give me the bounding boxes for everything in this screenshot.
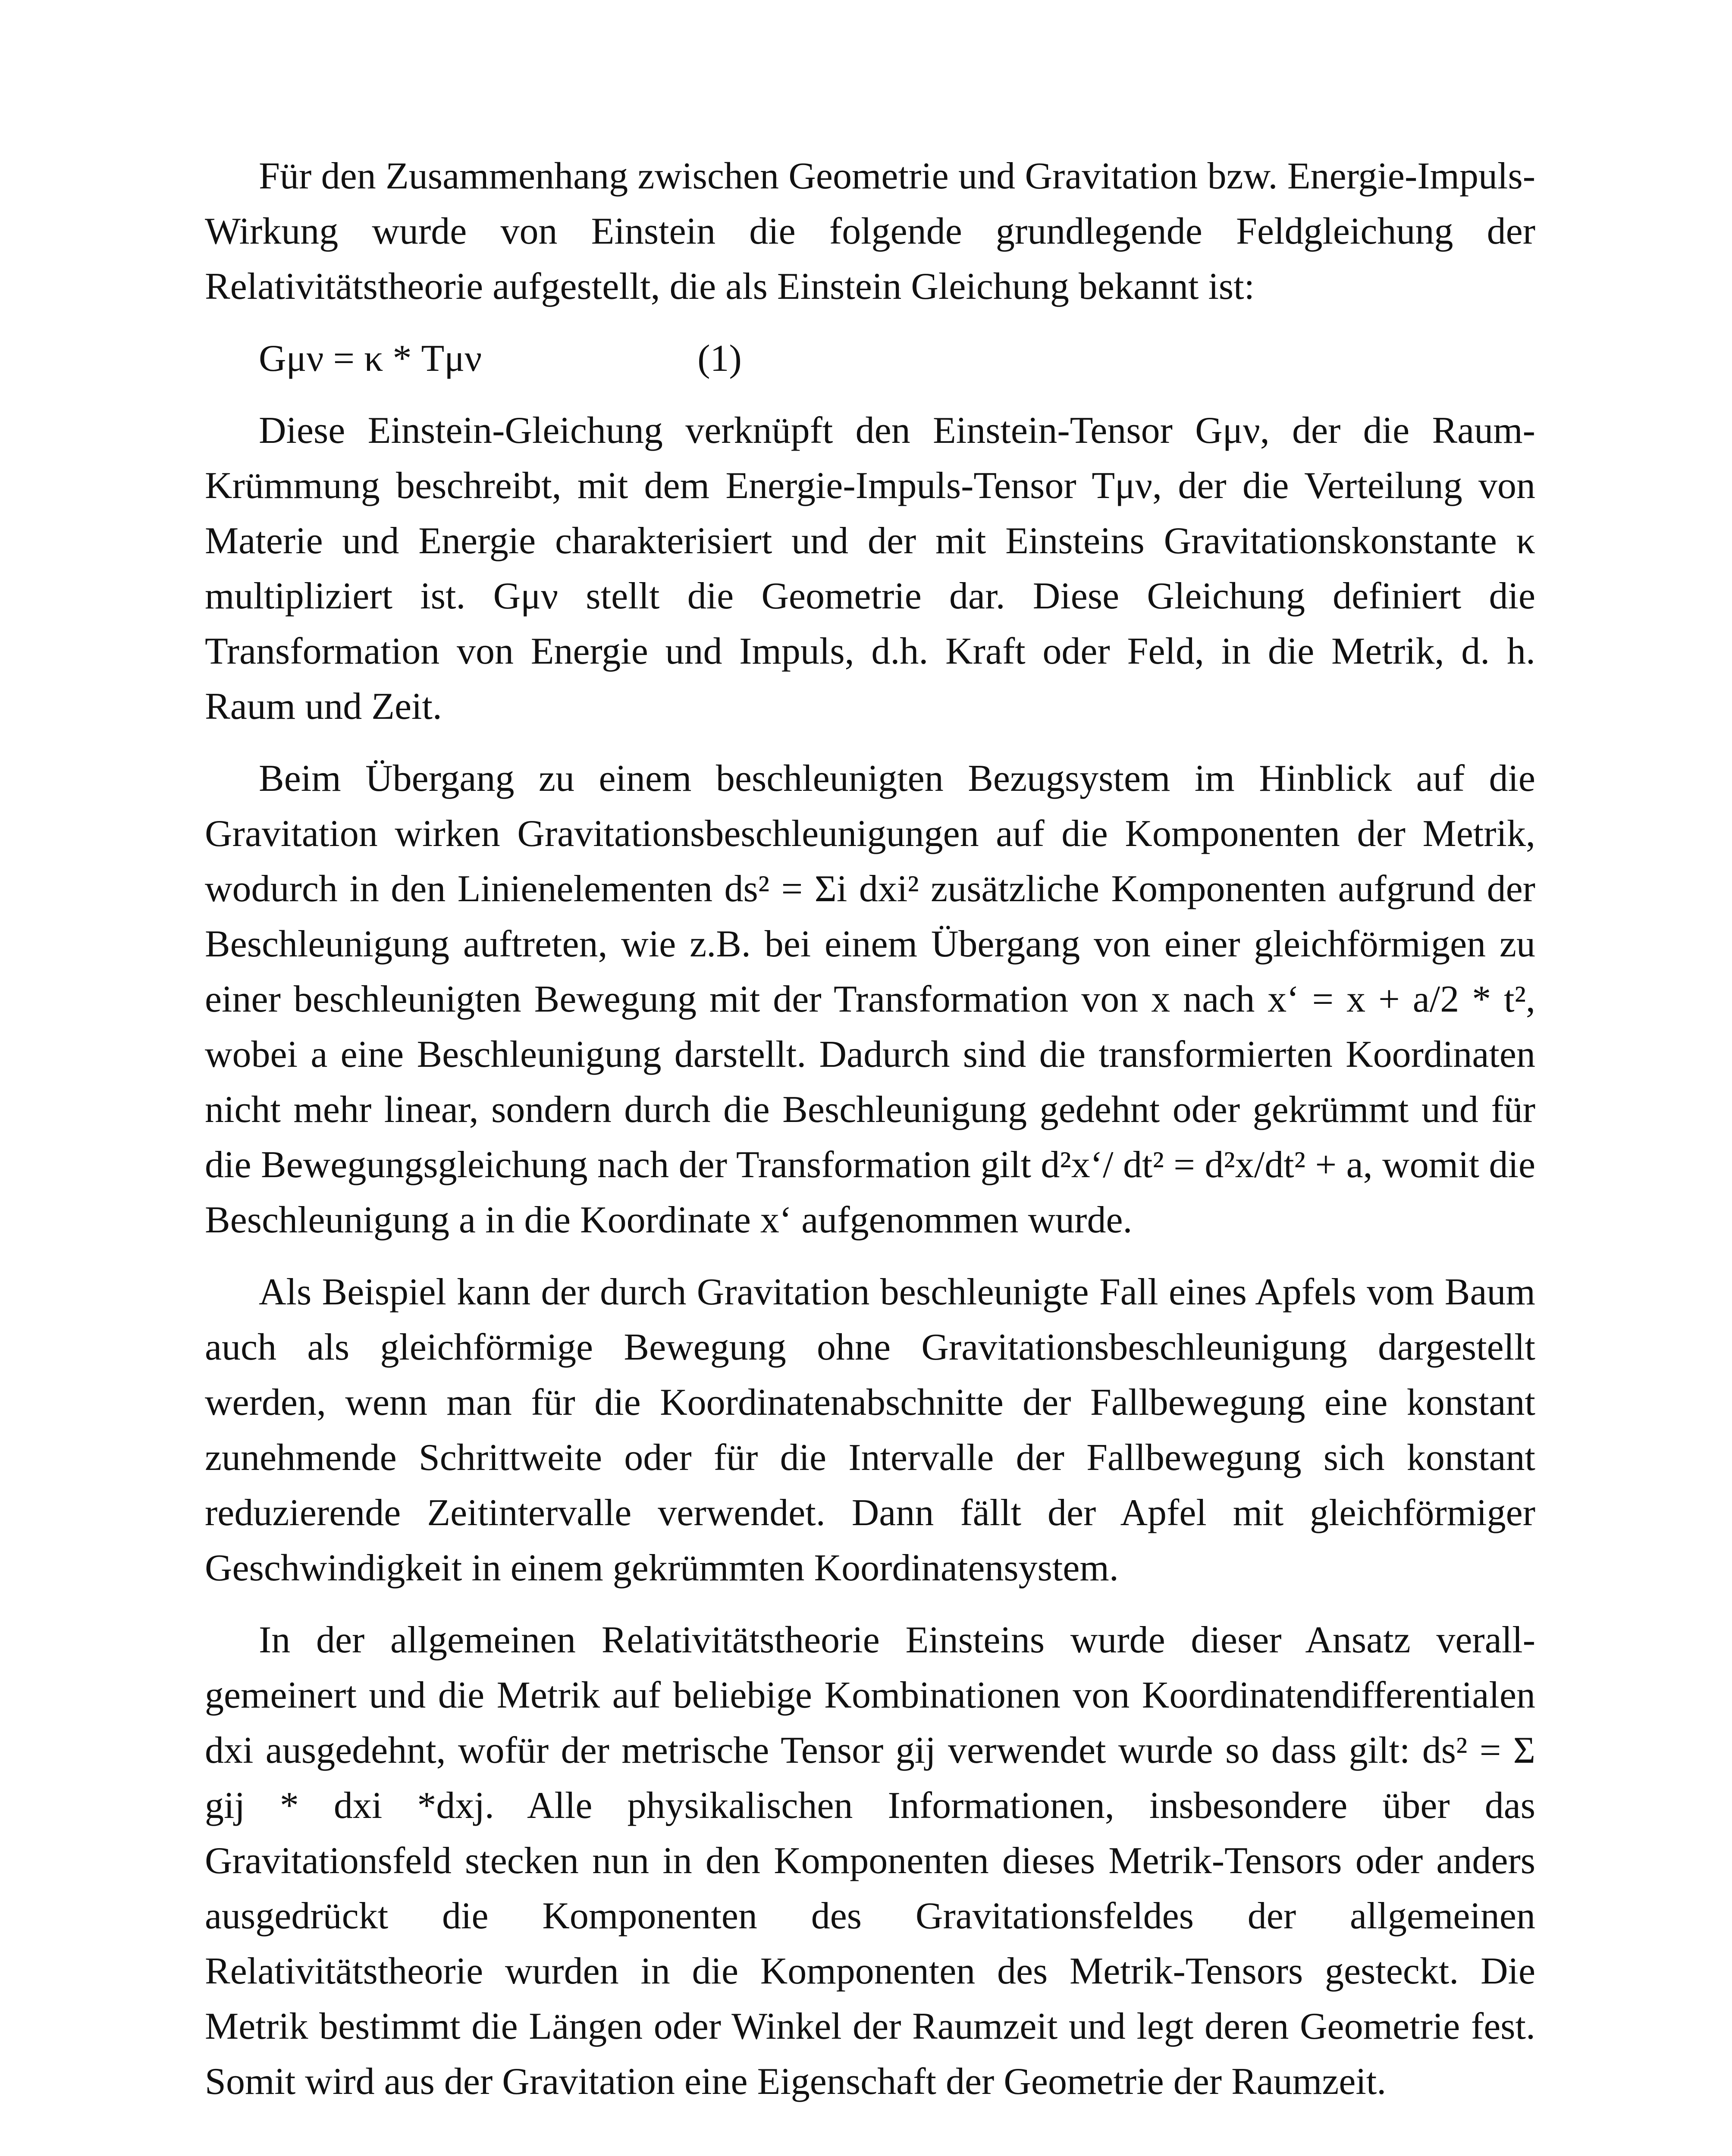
document-page <box>205 149 1535 2126</box>
paragraph-general-relativity: In der allgemeinen Relativitätstheorie Einsteins wurde dieser Ansatz verallgemeinert und die Metrik auf beliebige Kombinationen von Koordinatendifferentialen dxi ausgedehnt, wofür der metrische Tensor gij verwendet wurde so dass gilt: ds² = Σ gij * dxi *dxj. Alle physikalischen Informationen, insbesondere über das Gravitationsfeld stecken nun in den Komponenten dieses Metrik-Tensors oder anders ausgedrückt die Komponenten des Gravitationsfeldes der allgemeinen Relativitätstheorie wurden in die Komponenten des Metrik-Tensors gesteckt. Die Metrik bestimmt die Längen oder Winkel der Raumzeit und legt deren Geometrie fest. Somit wird aus der Gravitation eine Eigenschaft der Geometrie der Raumzeit. <box>205 1619 1535 2103</box>
equation-number: (1) <box>697 338 742 379</box>
paragraph-accelerated-frame: Beim Übergang zu einem beschleunigten Bezugsystem im Hinblick auf die Gravitation wirken Gravitationsbeschleunigungen auf die Komponenten der Metrik, wodurch in den Linienelementen ds² = Σi dxi² zusätzliche Komponenten aufgrund der Beschleunigung auftreten, wie z.B. bei einem Übergang von einer gleichförmigen zu einer beschleunigten Bewegung mit der Transformation von x nach x‘ = x + a/2 * t², wobei a eine Beschleunigung darstellt. Dadurch sind die transformierten Koordinaten nicht mehr linear, sondern durch die Beschleunigung gedehnt oder gekrümmt und für die Bewegungsgleichung nach der Transformation gilt d²x‘/ dt² = d²x/dt² + a, womit die Beschleunigung a in die Koordinate x‘ aufgenommen wurde. <box>205 758 1535 1241</box>
paragraph-apple-example: Als Beispiel kann der durch Gravitation beschleunigte Fall eines Apfels vom Baum auch als gleichförmige Bewegung ohne Gravitationsbeschleunigung dargestellt werden, wenn man für die Koordinatenabschnitte der Fallbewegung eine konstant zunehmende Schrittweite oder für die Intervalle der Fallbewegung sich konstant reduzierende Zeitintervalle verwendet. Dann fällt der Apfel mit gleichförmiger Geschwindigkeit in einem gekrümmten Koordinatensystem. <box>205 1271 1535 1589</box>
equation-formula: Gμν = κ * Tμν <box>259 338 482 379</box>
einstein-equation <box>205 331 1535 386</box>
paragraph-intro: Für den Zusammenhang zwischen Geometrie und Gravitation bzw. Energie-Impuls-Wirkung wurde von Einstein die folgende grundlegende Feldgleichung der Relativitätstheorie aufgestellt, die als Einstein Gleichung bekannt ist: <box>205 155 1535 307</box>
paragraph-einstein-tensor: Diese Einstein-Gleichung verknüpft den Einstein-Tensor Gμν, der die Raum-Krümmung beschreibt, mit dem Energie-Impuls-Tensor Tμν, der die Verteilung von Materie und Energie charakterisiert und der mit Einsteins Gravitationskonstante κ multipliziert ist. Gμν stellt die Geometrie dar. Diese Gleichung definiert die Transformation von Energie und Impuls, d.h. Kraft oder Feld, in die Metrik, d. h. Raum und Zeit. <box>205 410 1535 727</box>
